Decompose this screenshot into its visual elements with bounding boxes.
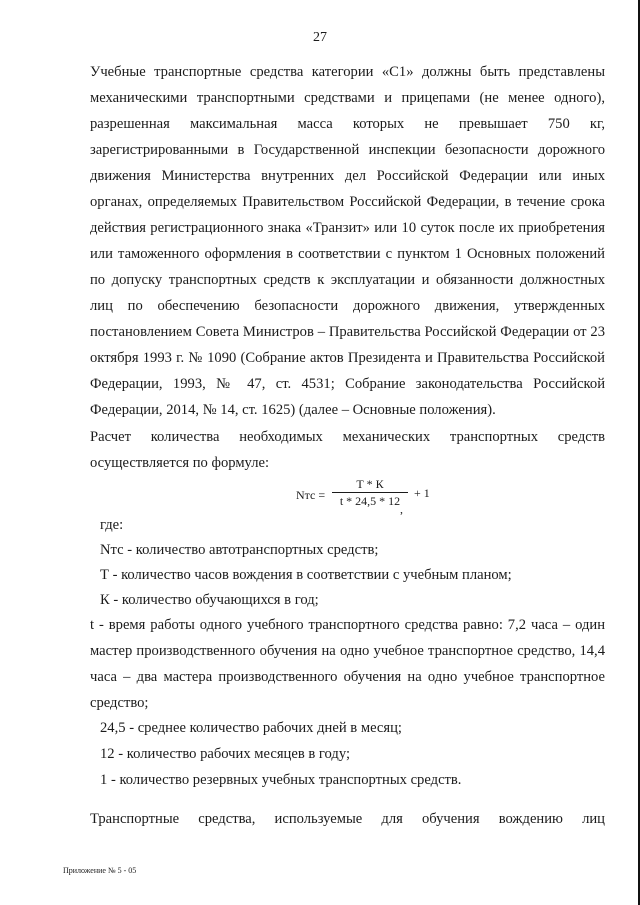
paragraph-c1-vehicles: Учебные транспортные средства категории «С1» должны быть представлены механическими транспортными средствами и прицепами (не менее одного), разрешенная максимальная масса которых не превышает 750 кг, зарегистрированными в Государственной инспекции безопасности дорожного движения Министерства внутренних дел Российской Федерации или иных органах, определяемых Правительством Российской Федерации, в течение срока действия регистрационного знака «Транзит» или 10 суток после их приобретения или таможенного оформления в соответствии с пунктом 1 Основных положений по допуску транспортных средств к эксплуатации и обязанности должностных лиц по обеспечению безопасности дорожного движения, утвержденных постановлением Совета Министров – Правительства Российской Федерации от 23 октября 1993 г. № 1090 (Собрание актов Президента и Правительства Российской Федерации, 1993, № 47, ст. 4531; Собрание законодательства Российской Федерации, 2014, № 14, ст. 1625) (далее – Основные положения). (90, 64, 605, 418)
definition-t-work-time: t - время работы одного учебного транспортного средства равно: 7,2 часа – один мастер производственного обучения на одно учебное транспортное средство, 14,4 часа – два мастера производственного обучения на одно учебное транспортное средство; (90, 617, 605, 711)
definition-working-days: 24,5 - среднее количество рабочих дней в месяц; (100, 720, 402, 736)
definition-working-months: 12 - количество рабочих месяцев в году; (100, 746, 350, 762)
definition-k-students: К - количество обучающихся в год; (100, 592, 319, 608)
page-number: 27 (313, 30, 327, 45)
paragraph-training-vehicles: Транспортные средства, используемые для обучения вождению лиц (90, 811, 605, 827)
formula-denominator: t * 24,5 * 12 (339, 494, 401, 508)
formula-comma: , (400, 502, 403, 516)
where-label: где: (100, 517, 124, 533)
formula-lhs: Nтс = (296, 488, 326, 502)
definition-ntc: Nтс - количество автотранспортных средств; (100, 542, 379, 558)
definition-t-hours: Т - количество часов вождения в соответствии с учебным планом; (100, 567, 512, 583)
formula-plus-one: + 1 (414, 486, 430, 500)
formula-fraction (330, 476, 410, 509)
footer-appendix-label: Приложение № 5 - 05 (63, 866, 137, 875)
vehicle-count-formula (296, 476, 436, 520)
formula-numerator: Т * К (356, 477, 384, 491)
definition-reserve-vehicles: 1 - количество резервных учебных транспортных средств. (100, 772, 462, 788)
paragraph-calculation: Расчет количества необходимых механических транспортных средств осуществляется по формуле: (90, 429, 605, 471)
